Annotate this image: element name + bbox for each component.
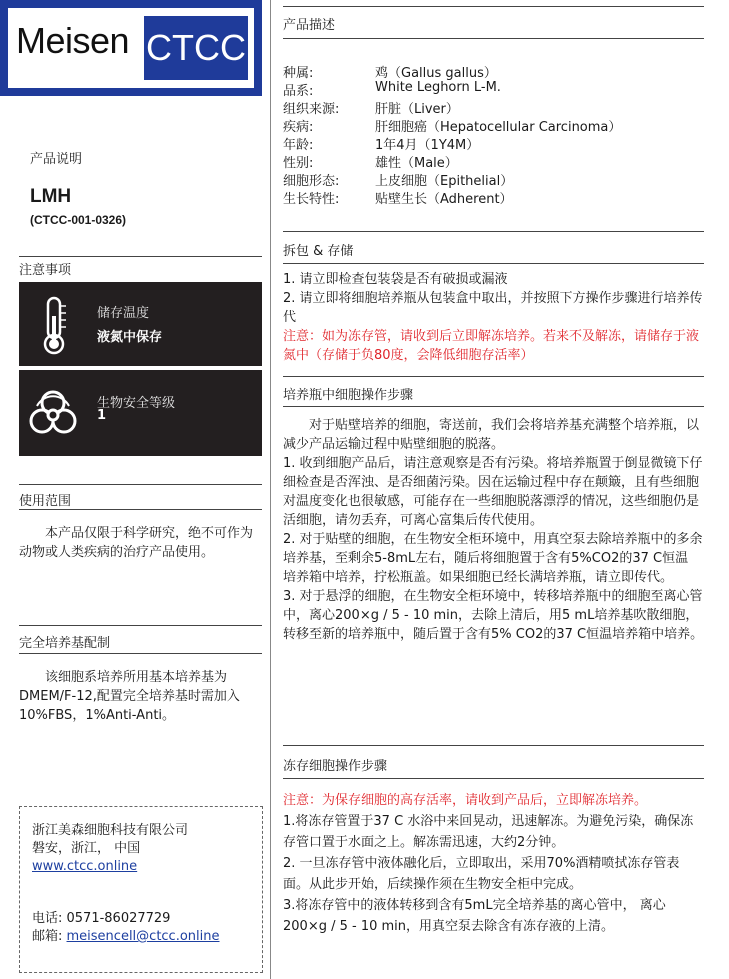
biosafety-value: 1 (97, 408, 107, 423)
frozen-step: 2. 一旦冻存管中液体融化后，立即取出，采用70%酒精喷拭冻存管表面。从此步开始，后续操作须在生物安全柜中完成。 (283, 856, 680, 892)
website-link[interactable]: www.ctcc.online (32, 859, 138, 874)
description-row (283, 62, 704, 80)
description-row (283, 152, 704, 170)
description-row (283, 98, 704, 116)
usage-text: 本产品仅限于科学研究，绝不可作为动物或人类疾病的治疗产品使用。 (19, 526, 254, 560)
notice-title: 注意事项 (19, 263, 72, 278)
description-list (283, 62, 704, 207)
description-key: 生长特性: (283, 192, 340, 207)
divider (283, 745, 704, 746)
biosafety-label: 生物安全等级 (97, 396, 176, 411)
frozen-title: 冻存细胞操作步骤 (283, 759, 388, 774)
flask-step: 1. 收到细胞产品后，请注意观察是否有污染。将培养瓶置于倒显微镜下仔细检查是否浑浊、是否细菌污染。因在运输过程中存在颠簸，且有些细胞对温度变化也很敏感，可能存在一些细胞脱落漂浮的情况，这些细胞仍是活细胞，请勿丢弃，可离心富集后传代使用。 (283, 456, 703, 528)
divider (19, 653, 262, 654)
description-key: 组织来源: (283, 102, 340, 117)
email-line: 邮箱: meisencell@ctcc.online (32, 929, 220, 944)
frozen-body (283, 790, 704, 937)
logo-badge: CTCC (144, 16, 248, 80)
divider (283, 778, 704, 779)
biosafety-panel (19, 370, 262, 456)
description-value: 鸡（Gallus gallus） (375, 66, 497, 81)
description-key: 年龄: (283, 138, 314, 153)
email-link[interactable]: meisencell@ctcc.online (66, 929, 220, 944)
phone: 电话: 0571-86027729 (32, 911, 171, 926)
divider (19, 484, 262, 485)
divider (19, 509, 262, 510)
medium-title: 完全培养基配制 (19, 636, 111, 651)
company-name: 浙江美森细胞科技有限公司 (32, 823, 189, 838)
description-title: 产品描述 (283, 18, 336, 33)
description-key: 细胞形态: (283, 174, 340, 189)
description-row (283, 188, 704, 206)
product-label: 产品说明 (30, 152, 83, 167)
logo (0, 0, 262, 96)
flask-title: 培养瓶中细胞操作步骤 (283, 388, 414, 403)
thermometer-icon (37, 296, 71, 360)
description-value: 贴壁生长（Adherent） (375, 192, 513, 207)
company-address: 磐安，浙江， 中国 (32, 841, 141, 856)
left-column (0, 0, 265, 979)
medium-text: 该细胞系培养所用基本培养基为DMEM/F-12,配置完全培养基时需加入10%FBS，1%Anti-Anti。 (19, 670, 240, 723)
frozen-step: 3.将冻存管中的液体转移到含有5mL完全培养基的离心管中， 离心200×g / 5 - 10 min，用真空泵去除含有冻存液的上清。 (283, 898, 666, 934)
frozen-warning: 注意：为保存细胞的高存活率，请收到产品后，立即解冻培养。 (283, 793, 648, 808)
unpack-item: 2. 请立即将细胞培养瓶从包装盒中取出，并按照下方操作步骤进行培养传代 (283, 291, 703, 325)
column-divider (270, 0, 271, 979)
unpack-warning: 注意：如为冻存管，请收到后立即解冻培养。若来不及解冻，请储存于液氮中（存储于负80度，会降低细胞存活率） (283, 329, 700, 363)
divider (283, 406, 704, 407)
storage-value: 液氮中保存 (97, 330, 163, 345)
product-code: (CTCC-001-0326) (30, 213, 127, 227)
description-value: 肝细胞癌（Hepatocellular Carcinoma） (375, 120, 622, 135)
description-value: 雄性（Male） (375, 156, 458, 171)
biohazard-icon (23, 384, 83, 448)
flask-intro: 对于贴壁培养的细胞，寄送前，我们会将培养基充满整个培养瓶，以减少产品运输过程中贴壁细胞的脱落。 (283, 418, 700, 452)
storage-label: 储存温度 (97, 306, 150, 321)
description-value: 肝脏（Liver） (375, 102, 459, 117)
description-value: White Leghorn L-M. (375, 80, 501, 95)
flask-body (283, 416, 704, 644)
description-row (283, 80, 704, 98)
unpack-item: 1. 请立即检查包装袋是否有破损或漏液 (283, 272, 508, 287)
divider (283, 38, 704, 39)
divider (283, 231, 704, 232)
product-name: LMH (30, 186, 72, 207)
usage-title: 使用范围 (19, 494, 72, 509)
divider (283, 6, 704, 7)
right-column (283, 0, 704, 979)
description-row (283, 170, 704, 188)
frozen-step: 1.将冻存管置于37 C 水浴中来回晃动，迅速解冻。为避免污染，确保冻存管口置于水面之上。解冻需迅速，大约2分钟。 (283, 814, 694, 850)
divider (283, 376, 704, 377)
flask-step: 2. 对于贴壁的细胞，在生物安全柜环境中，用真空泵去除培养瓶中的多余培养基，至剩余5-8mL左右，随后将细胞置于含有5%CO2的37 C恒温 培养箱中培养，拧松瓶盖。如果细胞已经长满培养瓶，请立即传代。 (283, 532, 703, 585)
unpack-title: 拆包 & 存储 (283, 244, 354, 259)
description-key: 性别: (283, 156, 314, 171)
contact-box (19, 806, 263, 973)
storage-panel (19, 282, 262, 366)
unpack-body (283, 270, 704, 365)
divider (19, 625, 262, 626)
flask-step: 3. 对于悬浮的细胞，在生物安全柜环境中，转移培养瓶中的细胞至离心管中，离心200×g / 5 - 10 min，去除上清后，用5 mL培养基吹散细胞，转移至新的培养瓶中，随后置于含有5% CO2的37 C恒温培养箱中培养。 (283, 589, 704, 642)
logo-text: Meisen (16, 20, 130, 61)
description-key: 种属: (283, 66, 314, 81)
description-key: 疾病: (283, 120, 314, 135)
description-row (283, 134, 704, 152)
description-key: 品系: (283, 84, 314, 99)
divider (19, 256, 262, 257)
description-value: 上皮细胞（Epithelial） (375, 174, 514, 189)
divider (283, 263, 704, 264)
description-value: 1年4月（1Y4M） (375, 138, 480, 153)
description-row (283, 116, 704, 134)
